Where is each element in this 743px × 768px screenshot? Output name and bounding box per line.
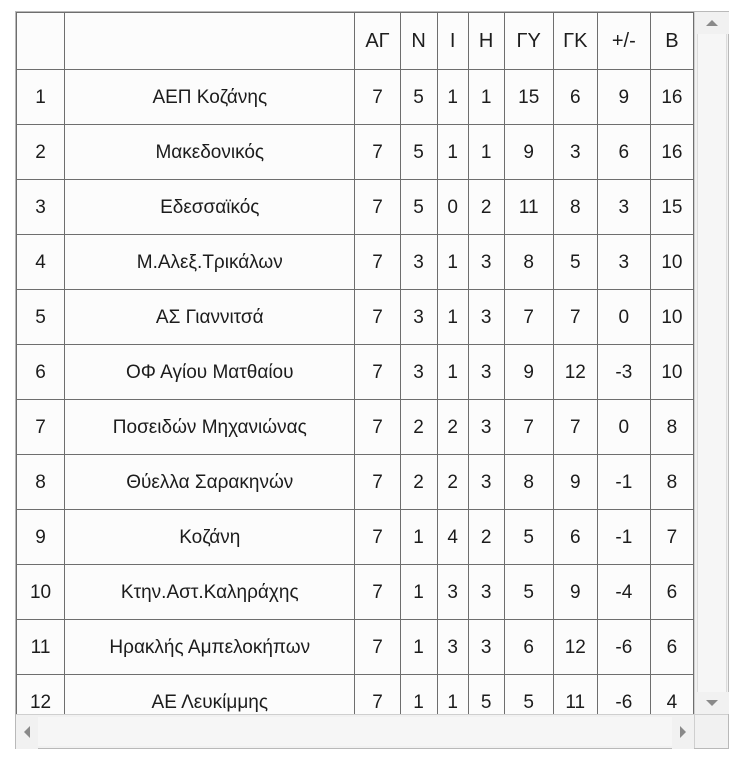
triangle-left-icon [24,726,30,738]
cell-rank: 8 [17,455,65,510]
cell-losses: 3 [468,620,504,675]
cell-losses: 3 [468,235,504,290]
cell-points: 6 [650,565,693,620]
table-row[interactable] [17,675,694,715]
table-row[interactable] [17,70,694,125]
cell-rank: 6 [17,345,65,400]
cell-team: Μακεδονικός [65,125,355,180]
header-goals-against[interactable]: ΓΚ [553,13,597,70]
cell-losses: 1 [468,70,504,125]
cell-wins: 2 [400,455,437,510]
cell-goals-against: 5 [553,235,597,290]
standings-scroll-frame [15,11,729,749]
cell-goal-difference: -1 [597,455,650,510]
cell-goals-against: 6 [553,70,597,125]
cell-team: Κτην.Αστ.Καληράχης [65,565,355,620]
cell-goals-for: 15 [504,70,553,125]
cell-goals-against: 9 [553,565,597,620]
cell-goals-for: 5 [504,675,553,715]
cell-losses: 2 [468,180,504,235]
standings-viewport [16,12,694,714]
cell-rank: 9 [17,510,65,565]
cell-goals-against: 11 [553,675,597,715]
header-wins[interactable]: Ν [400,13,437,70]
scrollbar-corner [694,714,728,748]
cell-losses: 5 [468,675,504,715]
table-row[interactable] [17,125,694,180]
scroll-up-button[interactable] [695,12,729,34]
cell-games-played: 7 [355,180,400,235]
triangle-down-icon [706,700,718,706]
cell-points: 15 [650,180,693,235]
scroll-right-button[interactable] [672,715,694,749]
cell-rank: 5 [17,290,65,345]
cell-rank: 7 [17,400,65,455]
cell-draws: 0 [437,180,468,235]
scroll-down-button[interactable] [695,692,729,714]
cell-losses: 3 [468,565,504,620]
cell-wins: 3 [400,290,437,345]
cell-draws: 1 [437,290,468,345]
cell-games-played: 7 [355,235,400,290]
cell-wins: 5 [400,70,437,125]
cell-team: Εδεσσαϊκός [65,180,355,235]
header-goal-difference[interactable]: +/- [597,13,650,70]
cell-goal-difference: -4 [597,565,650,620]
cell-rank: 3 [17,180,65,235]
table-head [17,13,694,70]
cell-points: 7 [650,510,693,565]
cell-games-played: 7 [355,675,400,715]
cell-rank: 10 [17,565,65,620]
cell-goals-against: 9 [553,455,597,510]
standings-table [16,12,694,714]
cell-draws: 1 [437,675,468,715]
cell-draws: 2 [437,455,468,510]
cell-games-played: 7 [355,290,400,345]
header-losses[interactable]: Η [468,13,504,70]
cell-wins: 3 [400,345,437,400]
cell-rank: 2 [17,125,65,180]
cell-draws: 4 [437,510,468,565]
cell-wins: 5 [400,180,437,235]
cell-rank: 4 [17,235,65,290]
cell-team: ΑΕΠ Κοζάνης [65,70,355,125]
triangle-right-icon [680,726,686,738]
cell-points: 16 [650,70,693,125]
cell-losses: 1 [468,125,504,180]
cell-team: ΟΦ Αγίου Ματθαίου [65,345,355,400]
cell-draws: 3 [437,565,468,620]
cell-goals-against: 12 [553,345,597,400]
cell-goals-against: 8 [553,180,597,235]
cell-goals-against: 3 [553,125,597,180]
horizontal-scrollbar-track[interactable] [34,717,676,746]
horizontal-scrollbar[interactable] [16,714,694,748]
cell-games-played: 7 [355,620,400,675]
header-row [17,13,694,70]
cell-rank: 1 [17,70,65,125]
header-draws[interactable]: Ι [437,13,468,70]
cell-team: Θύελλα Σαρακηνών [65,455,355,510]
cell-goal-difference: 0 [597,290,650,345]
cell-points: 10 [650,290,693,345]
cell-wins: 1 [400,510,437,565]
header-goals-for[interactable]: ΓΥ [504,13,553,70]
cell-goals-against: 6 [553,510,597,565]
table-row[interactable] [17,290,694,345]
cell-goal-difference: 3 [597,180,650,235]
cell-team: ΑΕ Λευκίμμης [65,675,355,715]
cell-goals-for: 8 [504,235,553,290]
cell-points: 8 [650,400,693,455]
cell-games-played: 7 [355,70,400,125]
cell-goals-for: 8 [504,455,553,510]
triangle-up-icon [706,20,718,26]
cell-losses: 3 [468,290,504,345]
table-row[interactable] [17,565,694,620]
cell-goals-for: 7 [504,290,553,345]
table-row[interactable] [17,345,694,400]
cell-losses: 3 [468,400,504,455]
cell-rank: 12 [17,675,65,715]
cell-goals-for: 9 [504,125,553,180]
cell-points: 16 [650,125,693,180]
header-rank[interactable] [17,13,65,70]
header-games-played[interactable]: ΑΓ [355,13,400,70]
cell-goal-difference: -3 [597,345,650,400]
cell-goal-difference: 6 [597,125,650,180]
table-row[interactable] [17,235,694,290]
cell-games-played: 7 [355,510,400,565]
table-row[interactable] [17,180,694,235]
cell-points: 10 [650,235,693,290]
cell-goals-against: 7 [553,400,597,455]
header-team[interactable] [65,13,355,70]
table-row[interactable] [17,400,694,455]
cell-points: 10 [650,345,693,400]
cell-wins: 2 [400,400,437,455]
cell-goals-for: 5 [504,565,553,620]
table-body [17,70,694,715]
cell-rank: 11 [17,620,65,675]
cell-games-played: 7 [355,400,400,455]
cell-goals-for: 9 [504,345,553,400]
cell-goals-for: 7 [504,400,553,455]
cell-wins: 5 [400,125,437,180]
cell-goal-difference: 3 [597,235,650,290]
cell-points: 8 [650,455,693,510]
cell-team: ΑΣ Γιαννιτσά [65,290,355,345]
cell-draws: 1 [437,125,468,180]
cell-draws: 1 [437,235,468,290]
cell-goal-difference: -1 [597,510,650,565]
cell-goal-difference: 9 [597,70,650,125]
cell-goal-difference: -6 [597,675,650,715]
cell-goals-against: 12 [553,620,597,675]
vertical-scrollbar-track[interactable] [697,30,727,696]
cell-draws: 1 [437,70,468,125]
cell-wins: 1 [400,620,437,675]
header-points[interactable]: Β [650,13,693,70]
cell-draws: 3 [437,620,468,675]
cell-goals-against: 7 [553,290,597,345]
cell-points: 6 [650,620,693,675]
cell-team: Μ.Αλεξ.Τρικάλων [65,235,355,290]
cell-team: Κοζάνη [65,510,355,565]
cell-goals-for: 5 [504,510,553,565]
cell-team: Ποσειδών Μηχανιώνας [65,400,355,455]
cell-goal-difference: -6 [597,620,650,675]
cell-games-played: 7 [355,125,400,180]
cell-draws: 1 [437,345,468,400]
cell-wins: 3 [400,235,437,290]
scroll-left-button[interactable] [16,715,38,749]
cell-goal-difference: 0 [597,400,650,455]
cell-losses: 3 [468,345,504,400]
cell-team: Ηρακλής Αμπελοκήπων [65,620,355,675]
vertical-scrollbar[interactable] [694,12,728,714]
table-row[interactable] [17,620,694,675]
cell-games-played: 7 [355,455,400,510]
table-row[interactable] [17,510,694,565]
cell-goals-for: 6 [504,620,553,675]
cell-draws: 2 [437,400,468,455]
cell-games-played: 7 [355,345,400,400]
cell-goals-for: 11 [504,180,553,235]
cell-points: 4 [650,675,693,715]
cell-losses: 3 [468,455,504,510]
cell-losses: 2 [468,510,504,565]
cell-wins: 1 [400,565,437,620]
cell-games-played: 7 [355,565,400,620]
cell-wins: 1 [400,675,437,715]
table-row[interactable] [17,455,694,510]
